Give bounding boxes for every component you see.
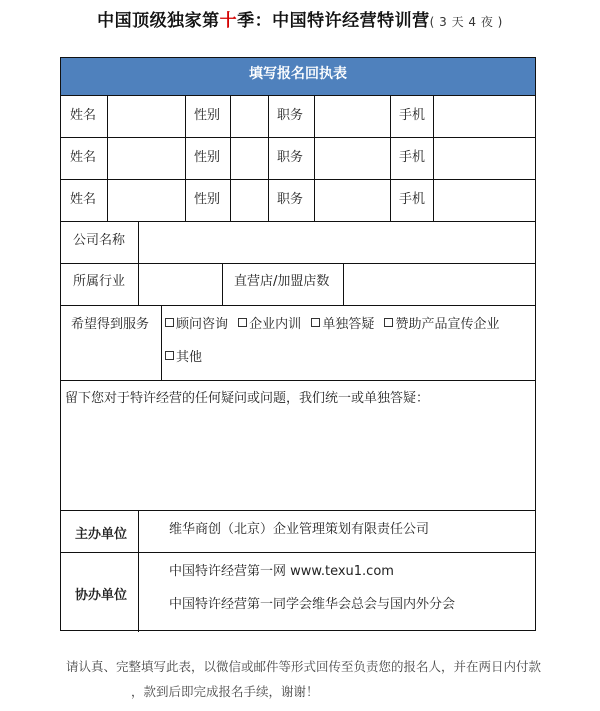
name-label: 姓名 — [70, 150, 97, 165]
gender-input[interactable] — [232, 182, 267, 222]
checkbox-icon[interactable] — [384, 318, 393, 327]
row-divider — [61, 263, 535, 264]
service-option-sponsor[interactable]: 赞助产品宣传企业 — [384, 317, 499, 332]
col-divider — [161, 305, 162, 380]
position-input[interactable] — [316, 140, 389, 180]
industry-label: 所属行业 — [73, 274, 126, 289]
registration-form — [60, 57, 536, 631]
phone-label: 手机 — [399, 108, 426, 123]
name-input[interactable] — [109, 182, 184, 222]
company-input[interactable] — [140, 223, 535, 263]
checkbox-icon[interactable] — [165, 351, 174, 360]
name-input[interactable] — [109, 140, 184, 180]
service-option-qa[interactable]: 单独答疑 — [311, 317, 374, 332]
phone-input[interactable] — [435, 182, 535, 222]
col-divider — [138, 510, 139, 632]
col-divider — [138, 221, 139, 305]
title-subtitle: ( 3 天 4 夜 ) — [429, 15, 503, 29]
col-divider — [343, 263, 344, 305]
page-title — [0, 6, 600, 31]
name-input[interactable] — [109, 98, 184, 138]
gender-label: 性别 — [194, 150, 221, 165]
stores-input[interactable] — [345, 265, 535, 305]
col-divider — [390, 96, 391, 221]
col-divider — [433, 96, 434, 221]
checkbox-icon[interactable] — [165, 318, 174, 327]
services-options-row2 — [165, 346, 208, 365]
company-label: 公司名称 — [73, 233, 126, 248]
col-divider — [268, 96, 269, 221]
co-organizer-value-1: 中国特许经营第一网 www.texu1.com — [169, 564, 394, 579]
position-label: 职务 — [277, 150, 304, 165]
position-label: 职务 — [277, 192, 304, 207]
row-divider — [61, 305, 535, 306]
service-option-consulting[interactable]: 顾问咨询 — [165, 317, 228, 332]
service-option-other[interactable]: 其他 — [165, 350, 202, 365]
form-header: 填写报名回执表 — [61, 58, 535, 96]
row-divider — [61, 380, 535, 381]
gender-input[interactable] — [232, 140, 267, 180]
services-options — [165, 313, 505, 332]
questions-label: 留下您对于特许经营的任何疑问或问题，我们统一或单独答疑： — [65, 391, 430, 406]
phone-label: 手机 — [399, 150, 426, 165]
gender-label: 性别 — [194, 192, 221, 207]
organizer-label: 主办单位 — [75, 527, 128, 542]
co-organizer-label: 协办单位 — [75, 588, 128, 603]
name-label: 姓名 — [70, 108, 97, 123]
services-label: 希望得到服务 — [71, 317, 150, 332]
gender-input[interactable] — [232, 98, 267, 138]
position-label: 职务 — [277, 108, 304, 123]
footer-note-line1: 请认真、完整填写此表，以微信或邮件等形式回传至负责您的报名人，并在两日内付款 — [66, 659, 542, 674]
title-part2: 季：中国特许经营特训营 — [237, 11, 430, 31]
col-divider — [185, 96, 186, 221]
co-organizer-value-2: 中国特许经营第一同学会维华会总会与国内外分会 — [169, 597, 456, 612]
phone-input[interactable] — [435, 98, 535, 138]
footer-note-line2: ，款到后即完成报名手续，谢谢！ — [131, 684, 319, 699]
industry-input[interactable] — [140, 265, 221, 305]
row-divider — [61, 552, 535, 553]
position-input[interactable] — [316, 98, 389, 138]
phone-input[interactable] — [435, 140, 535, 180]
title-highlight: 十 — [219, 11, 238, 31]
gender-label: 性别 — [194, 108, 221, 123]
phone-label: 手机 — [399, 192, 426, 207]
row-divider — [61, 510, 535, 511]
service-option-training[interactable]: 企业内训 — [238, 317, 301, 332]
checkbox-icon[interactable] — [311, 318, 320, 327]
col-divider — [222, 263, 223, 305]
organizer-value: 维华商创（北京）企业管理策划有限责任公司 — [169, 522, 430, 537]
name-label: 姓名 — [70, 192, 97, 207]
col-divider — [107, 96, 108, 221]
checkbox-icon[interactable] — [238, 318, 247, 327]
stores-label: 直营店/加盟店数 — [234, 274, 330, 289]
questions-textarea[interactable] — [63, 406, 535, 508]
position-input[interactable] — [316, 182, 389, 222]
col-divider — [314, 96, 315, 221]
title-part1: 中国顶级独家第 — [97, 11, 220, 31]
col-divider — [230, 96, 231, 221]
